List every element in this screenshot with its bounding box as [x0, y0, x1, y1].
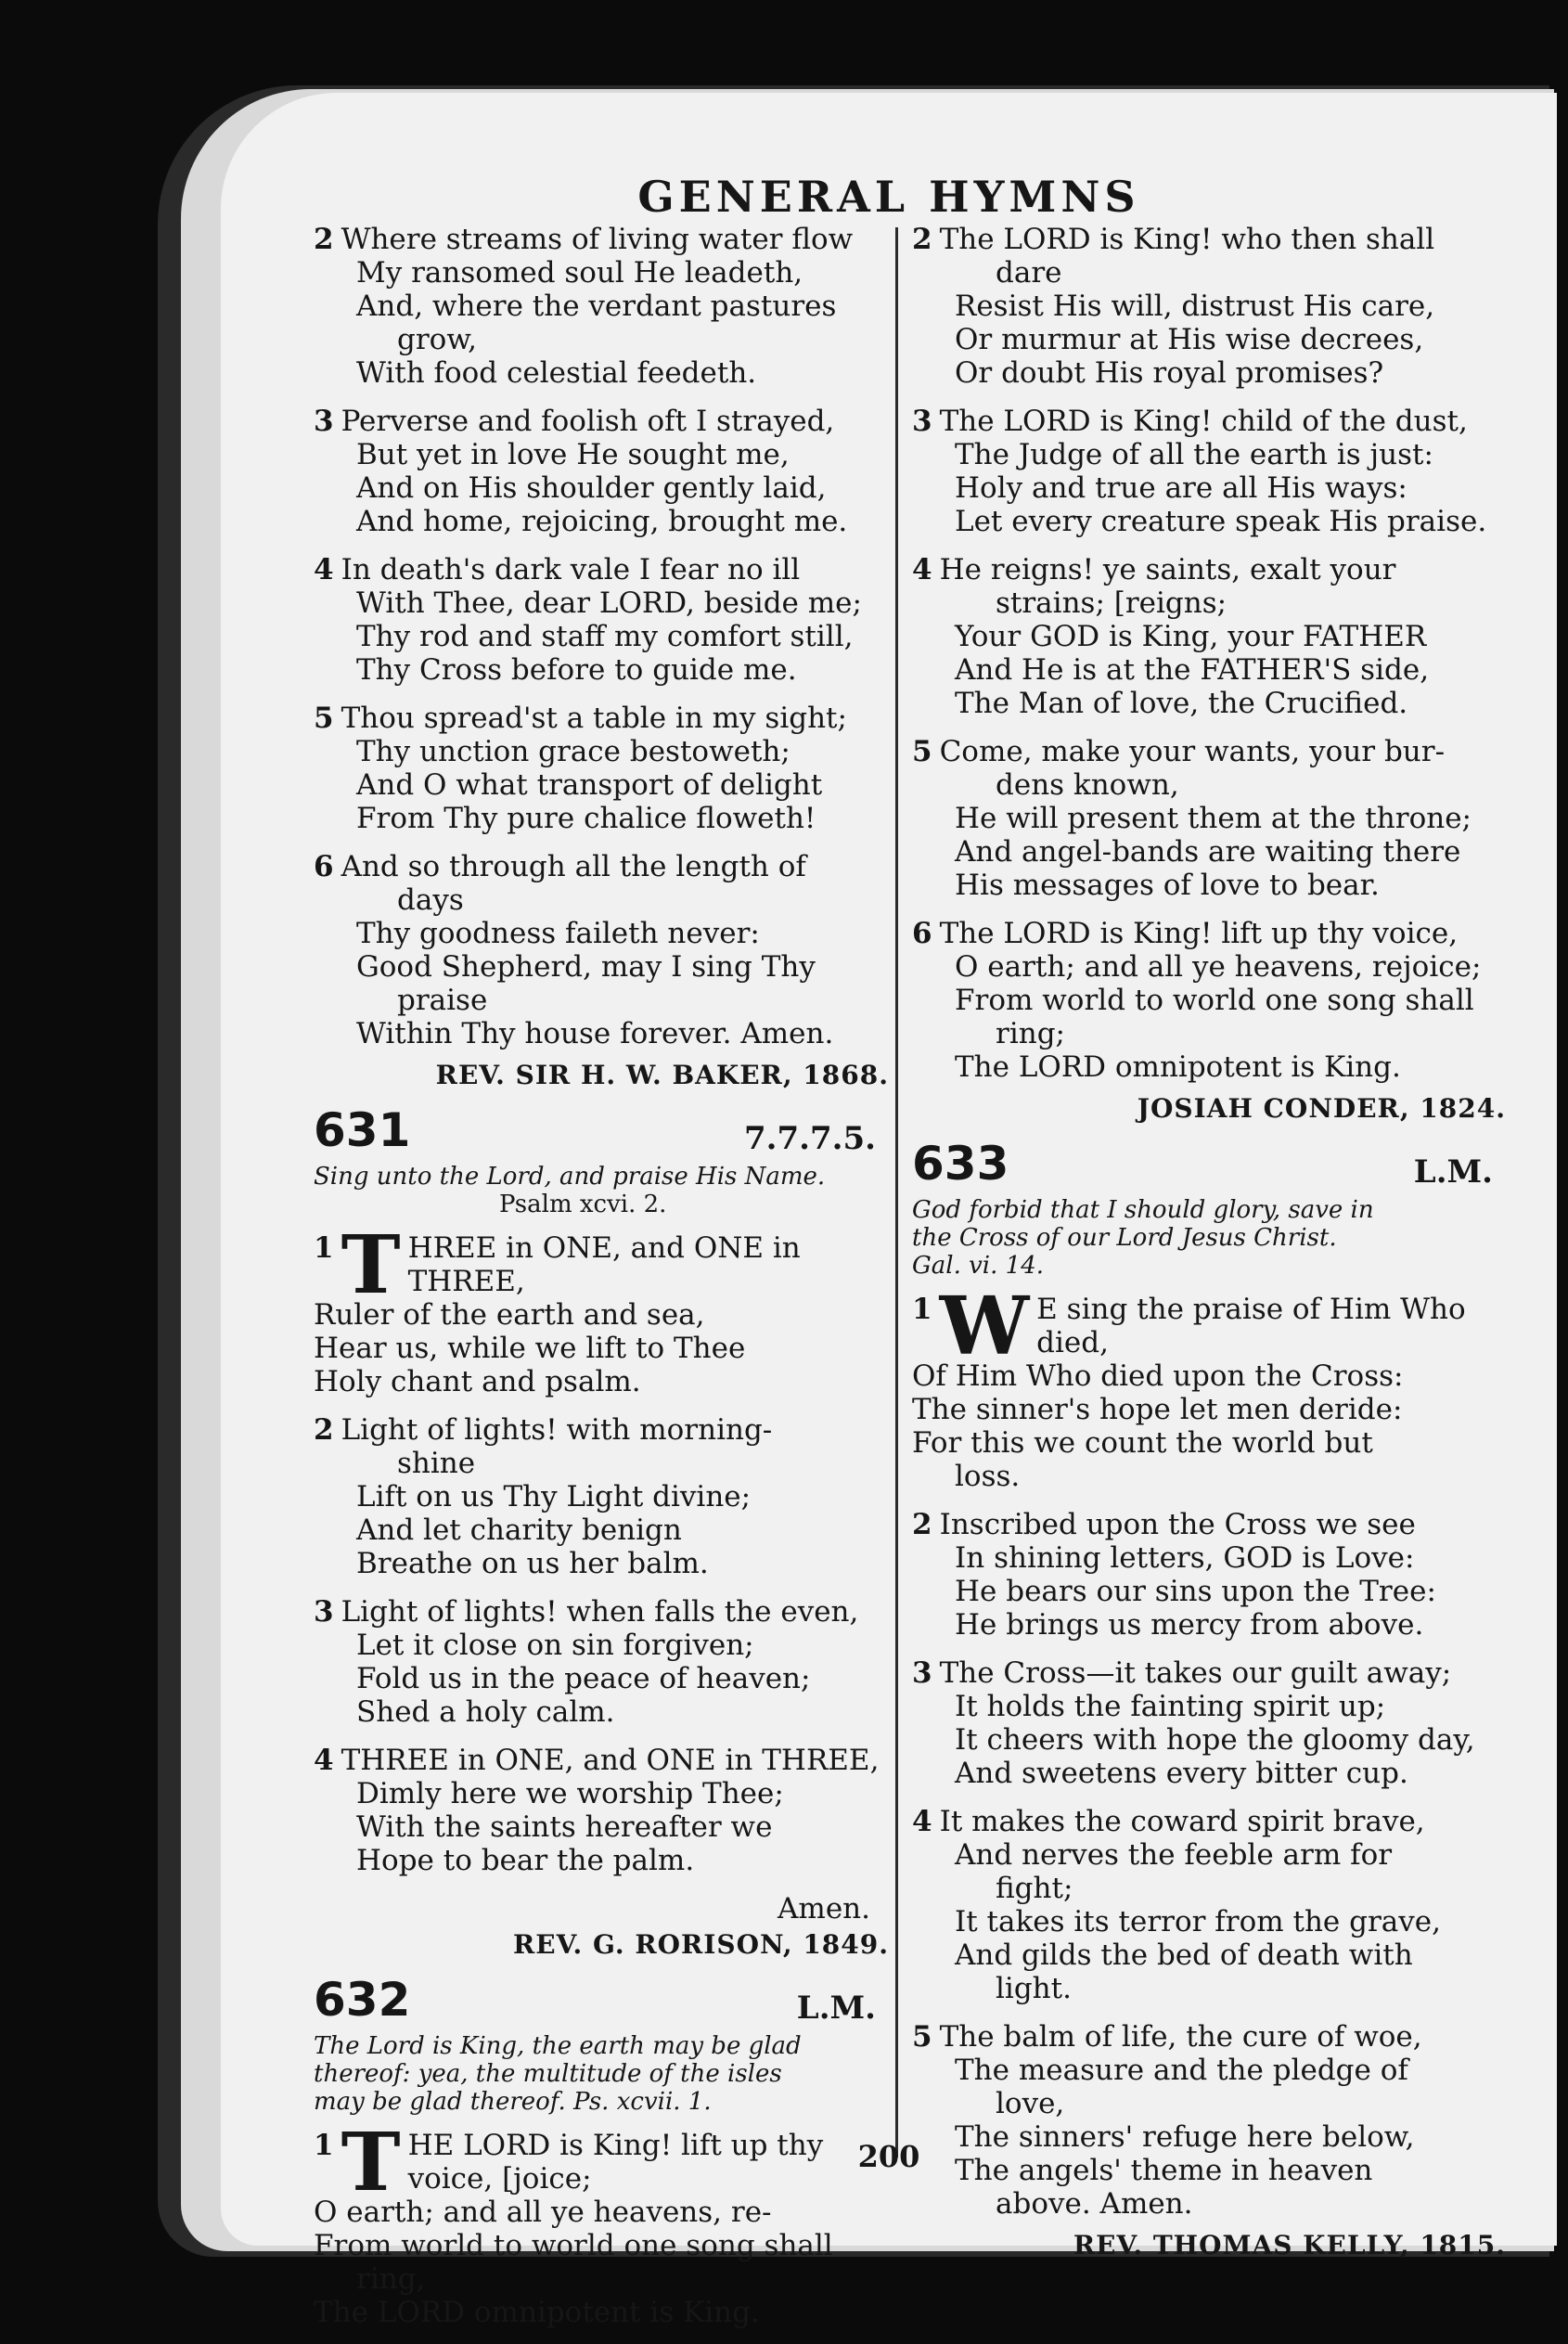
hymn-number: 631 — [314, 1103, 411, 1157]
verse-line-text: The LORD is King! lift up thy voice, — [939, 917, 1459, 950]
verse-line: days — [397, 883, 464, 917]
verse-line — [912, 223, 1506, 256]
verse-line: grow, — [397, 323, 478, 356]
verse-line — [314, 1595, 889, 1629]
verse-line: Thy rod and staff my comfort still, — [356, 620, 854, 653]
author-631: REV. G. RORISON, 1849. — [513, 1929, 889, 1960]
verse-line-text: THREE in ONE, and ONE in THREE, — [341, 1744, 880, 1777]
verse-line: Hope to bear the palm. — [356, 1844, 695, 1877]
verse-line: The sinner's hope let men deride: — [912, 1393, 1403, 1426]
verse-line: It takes its terror from the grave, — [955, 1905, 1441, 1938]
verse-line: Good Shepherd, may I sing Thy — [356, 950, 816, 984]
verse-line: O earth; and all ye heavens, re- — [314, 2196, 772, 2229]
verse-line: The measure and the pledge of — [955, 2054, 1408, 2087]
verse-line — [314, 405, 889, 438]
verse-line — [912, 1656, 1506, 1690]
verse-line: Thy unction grace bestoweth; — [356, 735, 790, 768]
hymn-631-text — [314, 1163, 889, 1218]
verse-line-text: The Cross—it takes our guilt away; — [939, 1656, 1452, 1690]
verse-number: 4 — [314, 553, 334, 586]
verse-line-text: Where streams of living water flow — [341, 223, 854, 256]
verse-line: My ransomed soul He leadeth, — [356, 256, 803, 290]
verse-line — [314, 850, 889, 883]
verse-line: Your GOD is King, your FATHER — [955, 620, 1427, 653]
verse-line: Or doubt His royal promises? — [955, 356, 1384, 390]
verse-line: And sweetens every bitter cup. — [955, 1757, 1408, 1790]
verse-line: E sing the praise of Him Who — [1036, 1293, 1466, 1326]
verse — [314, 553, 889, 687]
verse — [912, 1508, 1506, 1642]
verse-line: With the saints hereafter we — [356, 1810, 773, 1844]
verse-line — [314, 1744, 889, 1777]
verse-line-text: Thou spread'st a table in my sight; — [341, 702, 847, 735]
hymn-631-verses — [314, 1413, 889, 1877]
verse-line: Dimly here we worship Thee; — [356, 1777, 784, 1810]
hymn-633-heading — [912, 1137, 1506, 1191]
verse-number: 4 — [314, 1744, 334, 1777]
verse-line: Holy and true are all His ways: — [955, 471, 1407, 505]
verse-number: 5 — [314, 702, 334, 735]
verse-line: ring; — [996, 1017, 1065, 1050]
verse-line: But yet in love He sought me, — [356, 438, 790, 471]
verse-line: And home, rejoicing, brought me. — [356, 505, 848, 538]
verse-line: His messages of love to bear. — [955, 869, 1380, 902]
verse-line: Holy chant and psalm. — [314, 1365, 641, 1398]
hymn-meter: L.M. — [1413, 1153, 1493, 1191]
verse-line: Resist His will, distrust His care, — [955, 290, 1435, 323]
verse-number: 1 — [314, 2129, 334, 2162]
verse-number: 5 — [912, 735, 932, 768]
verse-line: And gilds the bed of death with — [955, 1938, 1413, 1972]
scripture-text-line: may be glad thereof. Ps. xcvii. 1. — [314, 2088, 712, 2116]
hymn-630-continuation — [314, 223, 889, 1050]
verse-line: O earth; and all ye heavens, rejoice; — [955, 950, 1482, 984]
author-630: REV. SIR H. W. BAKER, 1868. — [435, 1060, 889, 1090]
hymnal-page — [221, 93, 1557, 2329]
scripture-text-line: God forbid that I should glory, save in — [912, 1196, 1374, 1224]
verse — [314, 1413, 889, 1580]
verse-line: In shining letters, GOD is Love: — [955, 1541, 1415, 1575]
hymn-meter: 7.7.7.5. — [744, 1120, 876, 1157]
verse-line: And O what transport of delight — [356, 768, 823, 802]
verse-line-text: And so through all the length of — [341, 850, 806, 883]
verse-number: 2 — [314, 223, 334, 256]
verse-line: dens known, — [996, 768, 1179, 802]
verse-line — [912, 917, 1506, 950]
verse-line-text: Come, make your wants, your bur- — [939, 735, 1446, 768]
verse-number: 4 — [912, 1805, 932, 1838]
hymn-633-verse-1 — [912, 1280, 1506, 1493]
verse-number: 3 — [912, 1656, 932, 1690]
verse-line-text: In death's dark vale I fear no ill — [341, 553, 801, 586]
verse-line: Or murmur at His wise decrees, — [955, 323, 1424, 356]
verse-line: From world to world one song shall — [314, 2229, 833, 2262]
verse-line: HE LORD is King! lift up thy — [407, 2129, 824, 2162]
hymn-631-heading — [314, 1103, 889, 1157]
verse-line: Hear us, while we lift to Thee — [314, 1332, 746, 1365]
verse-line-text: Light of lights! when falls the even, — [341, 1595, 859, 1629]
verse-line-text: The LORD is King! child of the dust, — [939, 405, 1468, 438]
verse-line: Breathe on us her balm. — [356, 1547, 709, 1580]
verse-number: 1 — [912, 1293, 932, 1326]
verse-line: The Man of love, the Crucified. — [955, 687, 1408, 720]
hymn-632-text — [314, 2032, 889, 2116]
hymn-633-text — [912, 1196, 1506, 1280]
verse-line-text: Perverse and foolish oft I strayed, — [341, 405, 835, 438]
verse-line: died, — [1036, 1326, 1109, 1359]
scripture-text-line: thereof: yea, the multitude of the isles — [314, 2060, 782, 2088]
verse-line: It cheers with hope the gloomy day, — [955, 1723, 1475, 1757]
verse-line-text: Light of lights! with morning- — [341, 1413, 773, 1447]
verse-number: 3 — [314, 405, 334, 438]
verse-line: And, where the verdant pastures — [356, 290, 837, 323]
verse-number: 2 — [912, 1508, 932, 1541]
verse-line: Let every creature speak His praise. — [955, 505, 1487, 538]
verse-line: And let charity benign — [356, 1513, 682, 1547]
verse-line: With Thee, dear LORD, beside me; — [356, 586, 862, 620]
verse — [314, 702, 889, 835]
hymn-number: 632 — [314, 1973, 411, 2027]
verse-number: 6 — [912, 917, 932, 950]
page-header: GENERAL HYMNS — [637, 172, 1140, 222]
author-633: REV. THOMAS KELLY, 1815. — [1073, 2230, 1506, 2260]
verse-line — [912, 553, 1506, 586]
verse — [912, 1656, 1506, 1790]
verse — [912, 2020, 1506, 2221]
verse-line — [912, 405, 1506, 438]
verse-line-text: The balm of life, the cure of woe, — [939, 2020, 1422, 2054]
scripture-text: Sing unto the Lord, and praise His Name. — [314, 1163, 826, 1191]
verse-line: shine — [397, 1447, 476, 1480]
verse-line: Fold us in the peace of heaven; — [356, 1662, 811, 1695]
verse-number: 6 — [314, 850, 334, 883]
verse — [912, 223, 1506, 390]
verse — [314, 850, 889, 1050]
verse-line — [314, 1413, 889, 1447]
verse — [912, 1805, 1506, 2005]
verse-line: Thy goodness faileth never: — [356, 917, 760, 950]
verse-line: And He is at the FATHER'S side, — [955, 653, 1430, 687]
verse-line: HREE in ONE, and ONE in — [407, 1231, 801, 1265]
author-632: JOSIAH CONDER, 1824. — [1137, 1093, 1506, 1124]
verse-number: 3 — [912, 405, 932, 438]
column-divider — [895, 227, 898, 2157]
verse-line: Thy Cross before to guide me. — [356, 653, 797, 687]
right-column — [912, 223, 1506, 2270]
verse-line: He will present them at the throne; — [955, 802, 1472, 835]
verse-line: And angel-bands are waiting there — [955, 835, 1461, 869]
verse-line — [912, 2020, 1506, 2054]
verse — [912, 405, 1506, 538]
verse-line: Within Thy house forever. Amen. — [356, 1017, 834, 1050]
verse-line: fight; — [996, 1872, 1073, 1905]
verse-line — [314, 553, 889, 586]
hymn-633-verses — [912, 1508, 1506, 2221]
verse-line: With food celestial feedeth. — [356, 356, 757, 390]
verse-line: The angels' theme in heaven — [955, 2154, 1373, 2187]
verse-line — [314, 702, 889, 735]
verse-line — [912, 1508, 1506, 1541]
verse-line: strains; [reigns; — [996, 586, 1227, 620]
verse-line: loss. — [955, 1460, 1021, 1493]
verse-line-text: The LORD is King! who then shall — [939, 223, 1435, 256]
hymn-number: 633 — [912, 1137, 1009, 1191]
verse — [314, 405, 889, 538]
verse-line: He brings us mercy from above. — [955, 1608, 1424, 1642]
verse-number: 3 — [314, 1595, 334, 1629]
verse-line: He bears our sins upon the Tree: — [955, 1575, 1436, 1608]
drop-cap: W — [939, 1280, 1030, 1373]
hymn-meter: L.M. — [796, 1990, 876, 2027]
hymn-632-verses — [912, 223, 1506, 1084]
verse-line: And on His shoulder gently laid, — [356, 471, 827, 505]
verse-line: It holds the fainting spirit up; — [955, 1690, 1386, 1723]
verse-line: love, — [996, 2087, 1065, 2120]
page-number: 200 — [857, 2139, 920, 2174]
verse-number: 5 — [912, 2020, 932, 2054]
verse — [912, 917, 1506, 1084]
verse-line: The sinners' refuge here below, — [955, 2120, 1415, 2154]
verse-line: For this we count the world but — [912, 1426, 1373, 1460]
verse-line — [314, 223, 889, 256]
verse-line: dare — [996, 256, 1062, 290]
verse-line: ring, — [356, 2262, 426, 2296]
verse-line — [912, 735, 1506, 768]
verse — [314, 1744, 889, 1877]
verse-line: Of Him Who died upon the Cross: — [912, 1359, 1404, 1393]
verse-line: Ruler of the earth and sea, — [314, 1298, 705, 1332]
verse-number: 1 — [314, 1231, 334, 1265]
amen: Amen. — [778, 1892, 870, 1925]
verse-line: Let it close on sin forgiven; — [356, 1629, 754, 1662]
verse-line: above. Amen. — [996, 2187, 1193, 2221]
verse-number: 4 — [912, 553, 932, 586]
scripture-text-line: The Lord is King, the earth may be glad — [314, 2032, 802, 2060]
verse-line: From world to world one song shall — [955, 984, 1474, 1017]
verse-line: THREE, — [407, 1265, 525, 1298]
verse — [314, 1595, 889, 1729]
verse-line-text: Inscribed upon the Cross we see — [939, 1508, 1416, 1541]
hymn-631-verse-1 — [314, 1218, 889, 1398]
verse-line-text: It makes the coward spirit brave, — [939, 1805, 1425, 1838]
verse-number: 2 — [912, 223, 932, 256]
left-column — [314, 223, 889, 2344]
scripture-ref: Psalm xcvi. 2. — [499, 1191, 667, 1218]
verse — [912, 735, 1506, 902]
verse-line — [912, 1805, 1506, 1838]
verse-line: praise — [397, 984, 488, 1017]
verse-line: Shed a holy calm. — [356, 1695, 615, 1729]
verse-line: light. — [996, 1972, 1072, 2005]
verse-line: And nerves the feeble arm for — [955, 1838, 1393, 1872]
verse-line: The Judge of all the earth is just: — [955, 438, 1433, 471]
verse-line: Lift on us Thy Light divine; — [356, 1480, 752, 1513]
verse — [314, 223, 889, 390]
hymn-632-heading — [314, 1973, 889, 2027]
verse-line: The LORD omnipotent is King. — [314, 2296, 760, 2329]
scripture-text-line: Gal. vi. 14. — [912, 1252, 1044, 1280]
verse — [912, 553, 1506, 720]
verse-line-text: He reigns! ye saints, exalt your — [939, 553, 1396, 586]
verse-line: voice, [joice; — [407, 2162, 592, 2196]
verse-line: From Thy pure chalice floweth! — [356, 802, 816, 835]
drop-cap: T — [341, 2116, 401, 2209]
scripture-text-line: the Cross of our Lord Jesus Christ. — [912, 1224, 1337, 1252]
verse-line: The LORD omnipotent is King. — [955, 1050, 1401, 1084]
drop-cap: T — [341, 1218, 401, 1312]
verse-number: 2 — [314, 1413, 334, 1447]
